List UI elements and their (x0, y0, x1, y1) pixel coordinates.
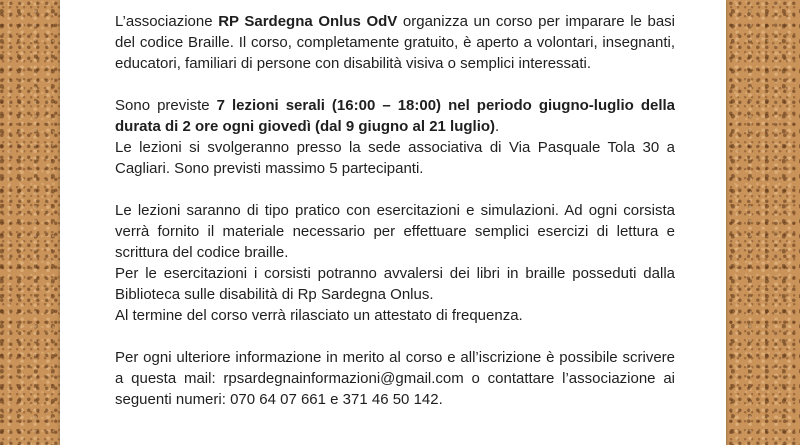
library-paragraph: Per le esercitazioni i corsisti potranno avvalersi dei libri in braille posseduti dalla Biblioteca sulle disabilità di Rp Sardegna Onlus. (115, 265, 675, 303)
location-paragraph: Le lezioni si svolgeranno presso la sede associativa di Via Pasquale Tola 30 a Cagliari. Sono previsti massimo 5 partecipanti. (115, 139, 675, 177)
cork-board-right (726, 0, 800, 445)
paragraph-gap (115, 179, 675, 200)
paragraph-gap (115, 74, 675, 95)
intro-paragraph (115, 11, 675, 74)
schedule-text-start: Sono previste (115, 97, 217, 114)
contact-paragraph: Per ogni ulteriore informazione in merito al corso e all’iscrizione è possibile scrivere a questa mail: rpsardegnainformazioni@gmail.com o contattare l’associazione ai seguenti numeri: 070 64 07 661 e 371 46 50 142. (115, 349, 675, 408)
certificate-paragraph: Al termine del corso verrà rilasciato un attestato di frequenza. (115, 307, 523, 324)
schedule-text-end: . (495, 118, 500, 135)
lessons-paragraph: Le lezioni saranno di tipo pratico con esercitazioni e simulazioni. Ad ogni corsista verrà fornito il materiale necessario per effettuare semplici esercizi di lettura e scrittura del codice braille. (115, 202, 675, 261)
cork-board-left (0, 0, 60, 445)
flyer-body (115, 11, 675, 410)
intro-text-start: L’associazione (115, 13, 219, 30)
intro-text-end: organizza un corso per imparare le basi del codice Braille. Il corso, completamente gratuito, è aperto a volontari, insegnanti, educatori, familiari di persone con disabilità visiva o semplici interessati. (115, 13, 676, 72)
organization-name: RP Sardegna Onlus OdV (218, 13, 398, 30)
schedule-details: 7 lezioni serali (16:00 – 18:00) nel periodo giugno-luglio della durata di 2 ore ogni giovedì (dal 9 giugno al 21 luglio) (115, 97, 675, 135)
schedule-paragraph (115, 95, 675, 137)
paragraph-gap (115, 326, 675, 347)
flyer-page (60, 0, 726, 445)
